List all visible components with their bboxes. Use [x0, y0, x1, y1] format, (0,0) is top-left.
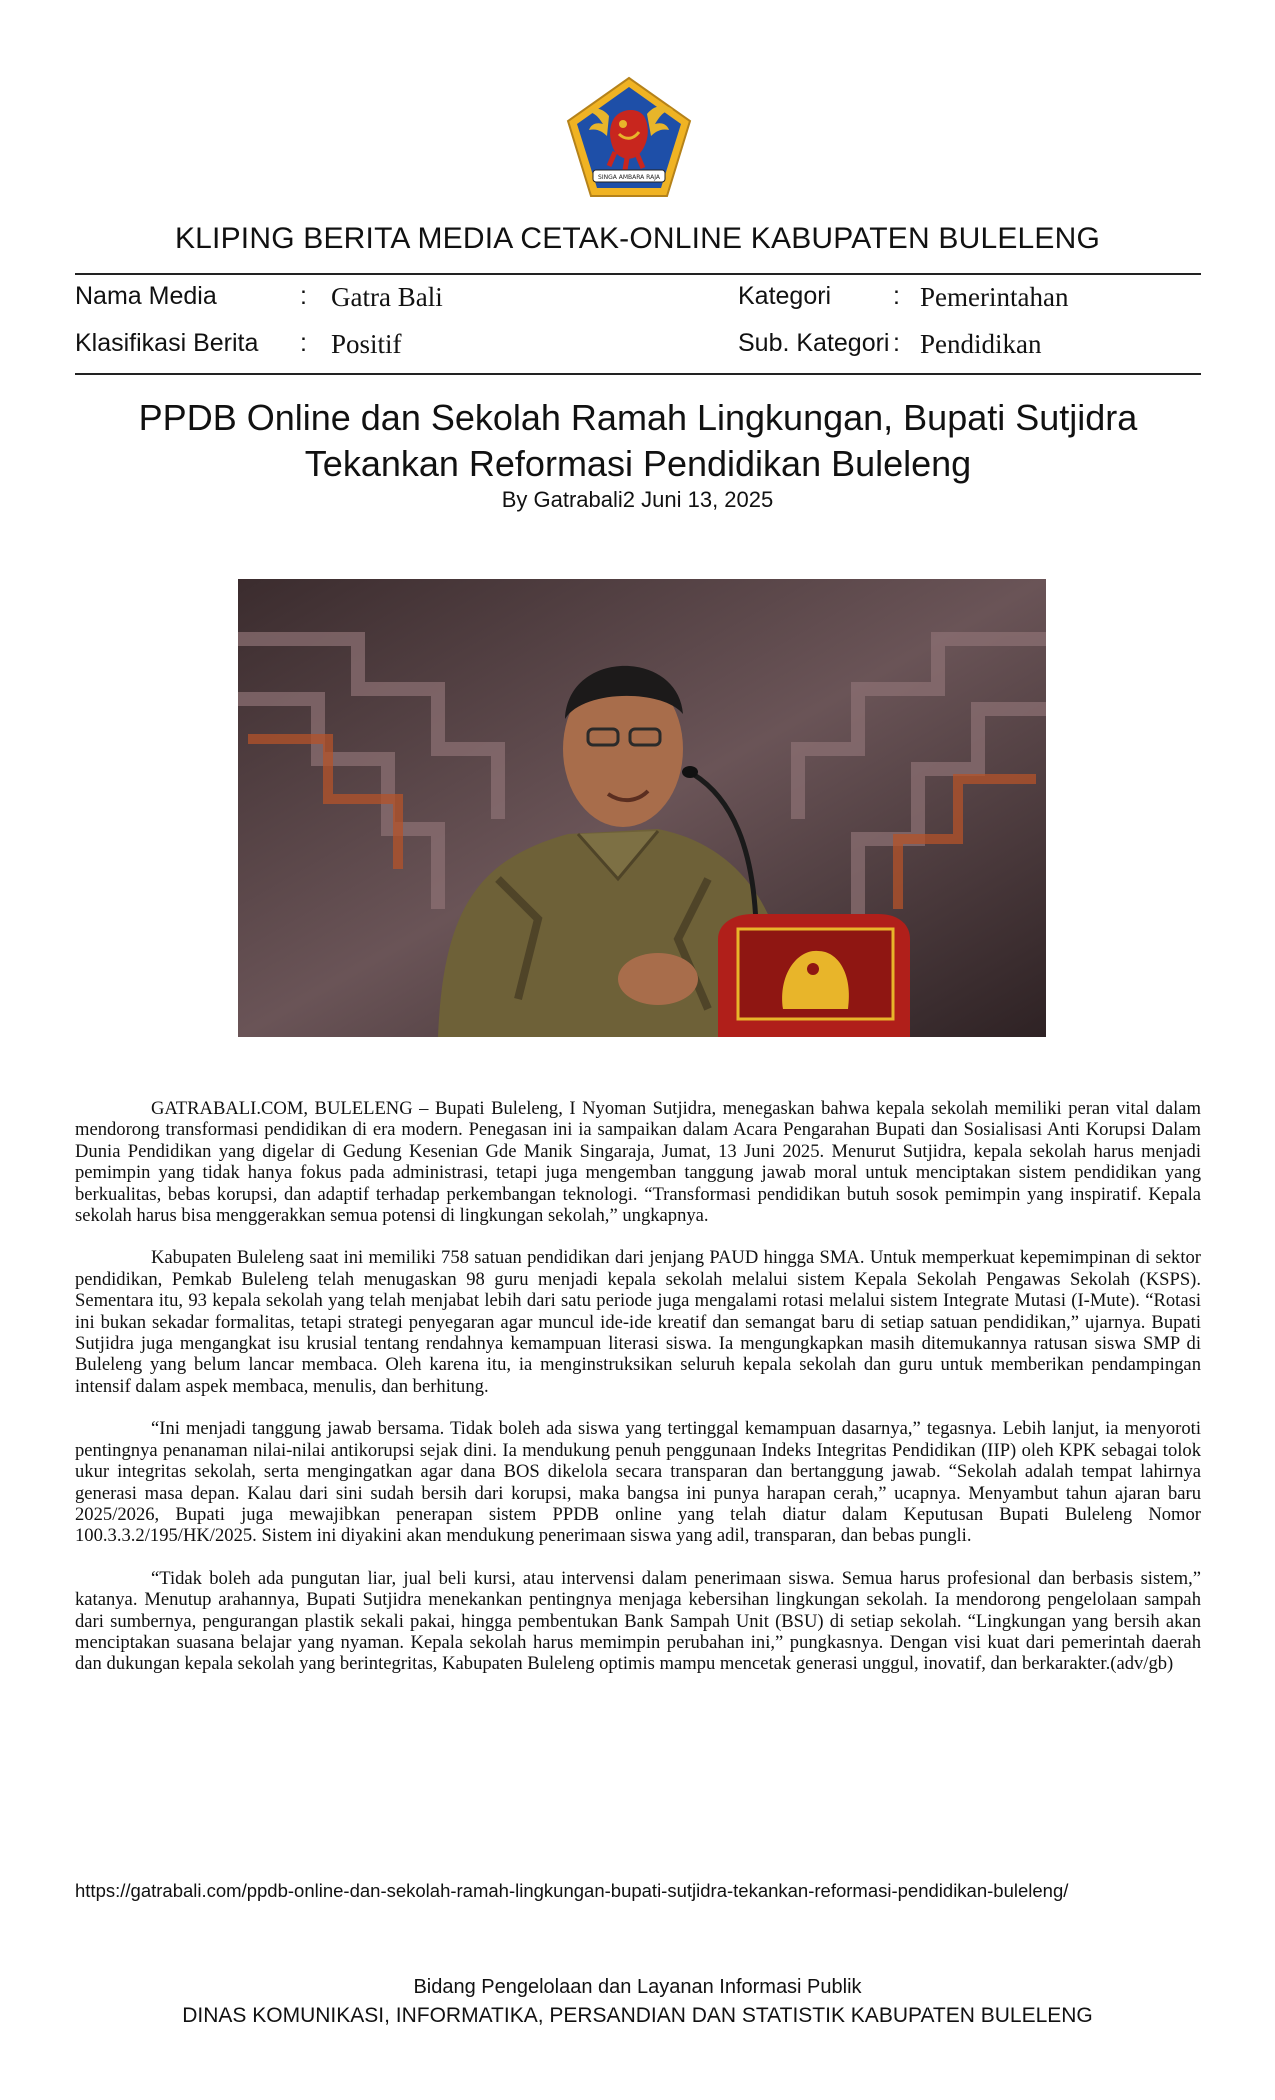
buleleng-regency-emblem-icon [563, 74, 695, 200]
source-url-link[interactable]: https://gatrabali.com/ppdb-online-dan-sekolah-ramah-lingkungan-bupati-sutjidra-tekankan-reformasi-pendidikan-buleleng/ [75, 1880, 1069, 1901]
subkategori-value: Pendidikan [920, 329, 1042, 359]
article-paragraph: GATRABALI.COM, BULELENG – Bupati Buleleng, I Nyoman Sutjidra, menegaskan bahwa kepala sekolah memiliki peran vital dalam mendorong transformasi pendidikan di era modern. Penegasan ini ia sampaikan dalam Acara Pengarahan Bupati dan Sosialisasi Anti Korupsi Dalam Dunia Pendidikan yang digelar di Gedung Kesenian Gde Manik Singaraja, Jumat, 13 Juni 2025. Menurut Sutjidra, kepala sekolah harus menjadi pemimpin yang tidak hanya fokus pada administrasi, tetapi juga mengemban tanggung jawab moral untuk menciptakan sistem pendidikan yang berkualitas, bebas korupsi, dan adaptif terhadap perkembangan teknologi. “Transformasi pendidikan butuh sosok pemimpin yang inspiratif. Kepala sekolah harus bisa menggerakkan semua potensi di lingkungan sekolah,” ungkapnya. [75, 1098, 1201, 1227]
article-paragraph: “Tidak boleh ada pungutan liar, jual beli kursi, atau intervensi dalam penerimaan siswa. Semua harus profesional dan berbasis sistem,” katanya. Menutup arahannya, Bupati Sutjidra menekankan pentingnya menjaga kebersihan lingkungan sekolah. Ia mendorong pengelolaan sampah dari sumbernya, pengurangan plastik sekali pakai, hingga pembentukan Bank Sampah Unit (BSU) di setiap sekolah. “Lingkungan yang bersih akan menciptakan suasana belajar yang nyaman. Kepala sekolah harus memimpin perubahan ini,” pungkasnya. Dengan visi kuat dari pemerintah daerah dan dukungan kepala sekolah yang berintegritas, Kabupaten Buleleng optimis mampu mencetak generasi unggul, inovatif, dan berkarakter.(adv/gb) [75, 1567, 1201, 1675]
media-value: Gatra Bali [331, 282, 443, 312]
article-title: PPDB Online dan Sekolah Ramah Lingkungan, Bupati Sutjidra Tekankan Reformasi Pendidikan Buleleng [138, 397, 1138, 484]
article-paragraph: “Ini menjadi tanggung jawab bersama. Tidak boleh ada siswa yang tertinggal kemampuan dasarnya,” tegasnya. Lebih lanjut, ia menyoroti pentingnya penanaman nilai-nilai antikorupsi sejak dini. Ia mendukung penuh penggunaan Indeks Integritas Pendidikan (IIP) oleh KPK sebagai tolok ukur integritas sekolah, serta mengingatkan agar dana BOS dikelola secara transparan dan bertanggung jawab. “Sekolah adalah tempat lahirnya generasi masa depan. Kalau dari sini sudah bersih dari korupsi, maka bangsa ini punya harapan cerah,” ucapnya. Menyambut tahun ajaran baru 2025/2026, Bupati juga mewajibkan penerapan sistem PPDB online yang telah diatur dalam Keputusan Bupati Buleleng Nomor 100.3.3.2/195/HK/2025. Sistem ini diyakini akan mendukung penerimaan siswa yang adil, transparan, dan bebas pungli. [75, 1418, 1201, 1547]
media-colon: : [300, 282, 307, 310]
kategori-label: Kategori [738, 282, 832, 310]
footer-agency: DINAS KOMUNIKASI, INFORMATIKA, PERSANDIAN DAN STATISTIK KABUPATEN BULELENG [182, 2004, 1093, 2027]
article-paragraph: Kabupaten Buleleng saat ini memiliki 758 satuan pendidikan dari jenjang PAUD hingga SMA. Untuk memperkuat kepemimpinan di sektor pendidikan, Pemkab Buleleng telah menugaskan 98 guru menjadi kepala sekolah melalui sistem Kepala Sekolah Pengawas Sekolah (KSPS). Sementara itu, 93 kepala sekolah yang telah menjabat lebih dari satu periode juga mengalami rotasi melalui sistem Integrate Mutasi (I-Mute). “Rotasi ini bukan sekadar formalitas, tetapi strategi penyegaran agar muncul ide-ide kreatif dan semangat baru di setiap satuan pendidikan,” ujarnya. Bupati Sutjidra juga mengangkat isu krusial tentang rendahnya kemampuan literasi siswa. Ia mengungkapkan masih ditemukannya ratusan siswa SMP di Buleleng yang belum lancar membaca. Oleh karena itu, ia menginstruksikan seluruh kepala sekolah dan guru untuk memberikan pendampingan intensif dalam aspek membaca, menulis, dan berhitung. [75, 1247, 1201, 1397]
klasifikasi-colon: : [300, 329, 307, 357]
footer-division: Bidang Pengelolaan dan Layanan Informasi Publik [413, 1976, 862, 1998]
document-header-title: KLIPING BERITA MEDIA CETAK-ONLINE KABUPATEN BULELENG [174, 222, 1101, 255]
article-byline: By Gatrabali2 Juni 13, 2025 [501, 487, 774, 512]
klasifikasi-label: Klasifikasi Berita [75, 329, 259, 357]
emblem-motto: SINGA AMBARA RAJA [598, 174, 660, 181]
subkategori-label: Sub. Kategori [738, 329, 890, 357]
header-divider-top [75, 273, 1201, 275]
kategori-colon: : [893, 282, 900, 310]
kategori-value: Pemerintahan [920, 282, 1069, 312]
article-photo [238, 579, 1046, 1037]
article-body [75, 1098, 1201, 1696]
klasifikasi-value: Positif [331, 329, 402, 359]
header-divider-bottom [75, 373, 1201, 375]
subkategori-colon: : [893, 329, 900, 357]
media-label: Nama Media [75, 282, 217, 310]
buleleng-emblem-logo [563, 74, 695, 200]
